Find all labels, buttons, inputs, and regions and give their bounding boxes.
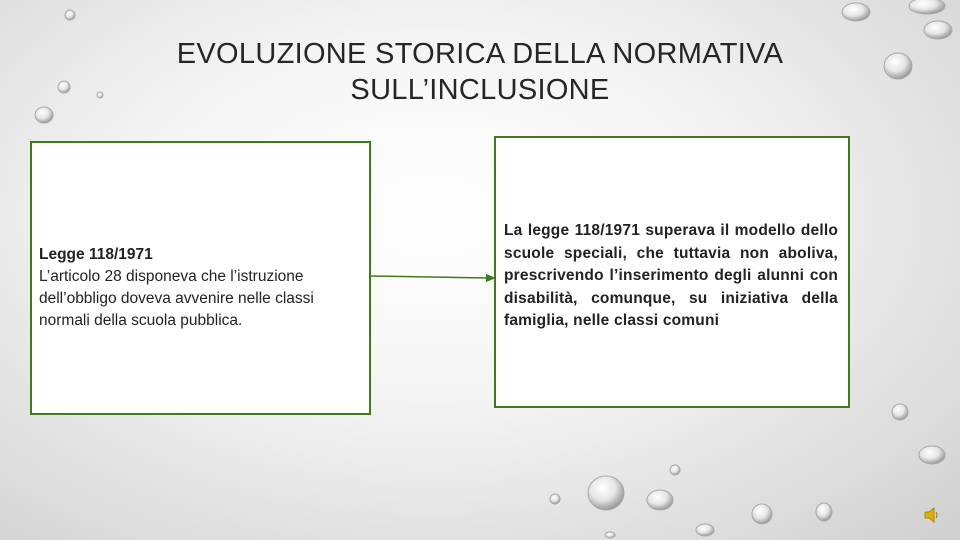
law-effect-text: La legge 118/1971 superava il modello dello scuole speciali, che tuttavia non aboliva, prescrivendo l’inserimento degli alunni con disabilità, comunque, su iniziativa della famiglia, nelle classi comuni — [504, 222, 838, 329]
law-summary-box — [30, 141, 371, 415]
title-line-1: EVOLUZIONE STORICA DELLA NORMATIVA — [176, 38, 784, 70]
law-article-text: L’articolo 28 disponeva che l’istruzione dell’obbligo doveva avvenire nelle classi normali della scuola pubblica. — [39, 268, 314, 329]
speaker-icon[interactable] — [922, 505, 942, 525]
law-effect-box — [494, 136, 850, 408]
title-line-2: SULL’INCLUSIONE — [350, 74, 610, 106]
law-heading: Legge 118/1971 — [39, 246, 153, 263]
law-summary-content — [39, 244, 364, 332]
slide-title — [80, 36, 880, 108]
right-arrow-icon — [370, 268, 496, 288]
